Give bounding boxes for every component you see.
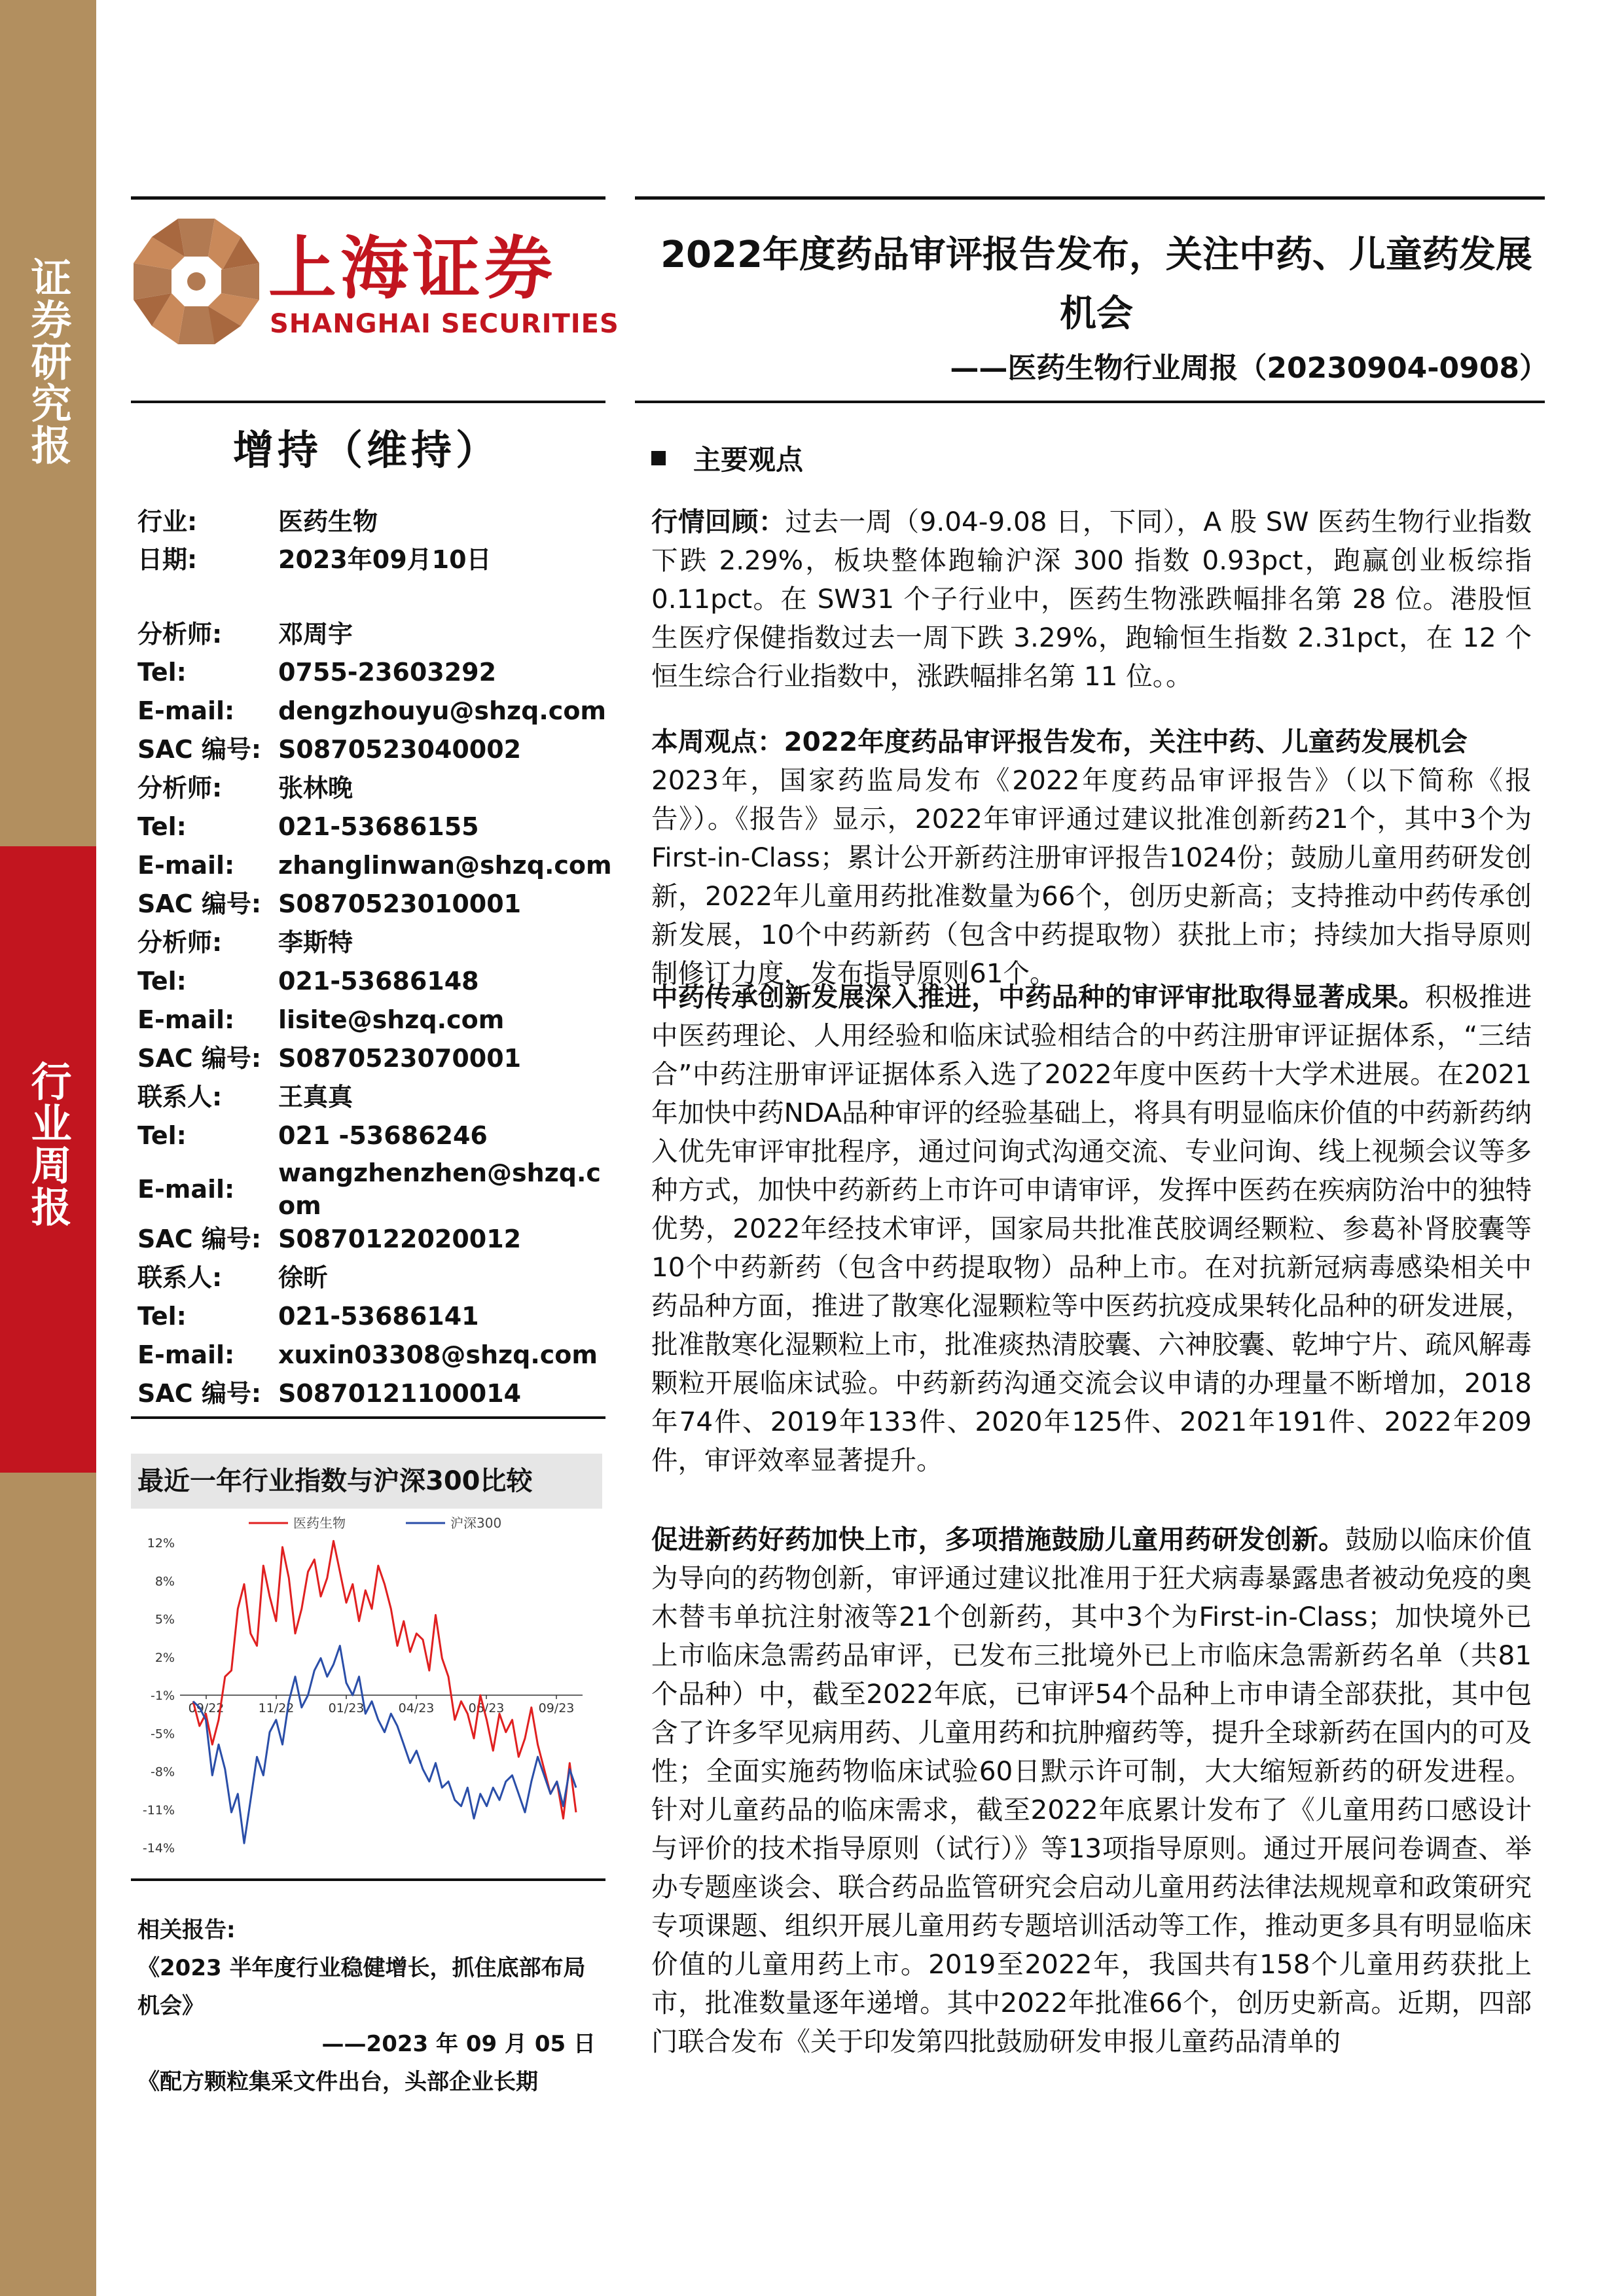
x-tick-label: 09/23 bbox=[538, 1701, 575, 1715]
contact-email-row bbox=[137, 692, 609, 730]
series-line bbox=[193, 1646, 576, 1844]
contact-sac-label: SAC 编号: bbox=[137, 735, 262, 764]
x-tick-label: 11/22 bbox=[258, 1701, 295, 1715]
industry-value: 医药生物 bbox=[278, 507, 378, 536]
industry-rating: 增持（维持） bbox=[232, 426, 500, 474]
contacts-bottom-rule bbox=[131, 1416, 605, 1419]
date-label: 日期: bbox=[137, 545, 198, 574]
contact-role-row bbox=[137, 1259, 609, 1297]
contact-tel-row bbox=[137, 1117, 609, 1155]
contact-tel-label: Tel: bbox=[137, 1302, 187, 1331]
contact-tel-row bbox=[137, 653, 609, 691]
index-comparison-chart bbox=[131, 1509, 602, 1875]
contact-email[interactable]: zhanglinwan@shzq.com bbox=[278, 851, 612, 880]
sidebar-report-type: 证券研究报 bbox=[24, 257, 72, 466]
section-title: 主要观点 bbox=[693, 444, 804, 476]
paragraph-lead: 行情回顾： bbox=[651, 506, 785, 537]
y-tick-label: 12% bbox=[147, 1536, 175, 1551]
contact-email[interactable]: lisite@shzq.com bbox=[278, 1005, 505, 1034]
contact-sac: S0870121100014 bbox=[278, 1379, 522, 1408]
contact-sac-label: SAC 编号: bbox=[137, 889, 262, 918]
contact-email[interactable]: xuxin03308@shzq.com bbox=[278, 1340, 598, 1369]
y-tick-label: -11% bbox=[142, 1803, 175, 1818]
contact-email-label: E-mail: bbox=[137, 1005, 235, 1034]
y-tick-label: -14% bbox=[142, 1841, 175, 1856]
contact-sac: S0870523010001 bbox=[278, 889, 522, 918]
logo-emblem-icon bbox=[131, 216, 262, 347]
y-tick-label: 8% bbox=[154, 1574, 175, 1589]
contact-tel-row bbox=[137, 1297, 609, 1335]
contact-sac-label: SAC 编号: bbox=[137, 1379, 262, 1408]
contact-email-label: E-mail: bbox=[137, 1340, 235, 1369]
date-row bbox=[137, 541, 609, 579]
related-report-title[interactable]: 《配方颗粒集采文件出台，头部企业长期 bbox=[137, 2069, 538, 2095]
contact-sac: S0870523070001 bbox=[278, 1044, 522, 1073]
contact-role: 联系人: bbox=[137, 1083, 223, 1111]
contact-role-row bbox=[137, 1078, 609, 1116]
sidebar-report-category: 行业周报 bbox=[24, 1060, 72, 1228]
contact-email-row bbox=[137, 1155, 609, 1223]
contact-tel: 021-53686141 bbox=[278, 1302, 479, 1331]
contact-tel-label: Tel: bbox=[137, 658, 187, 687]
contact-sac-row bbox=[137, 1374, 609, 1412]
top-right-rule bbox=[635, 196, 1545, 200]
contact-sac: S0870122020012 bbox=[278, 1225, 522, 1253]
report-title: 2022年度药品审评报告发布，关注中药、儿童药发展机会 bbox=[660, 234, 1532, 335]
contact-name: 王真真 bbox=[278, 1083, 353, 1111]
contact-sac-row bbox=[137, 885, 609, 923]
contact-role-row bbox=[137, 769, 609, 807]
x-tick-label: 09/22 bbox=[188, 1701, 225, 1715]
contact-sac-row bbox=[137, 1039, 609, 1077]
contact-role: 分析师: bbox=[137, 928, 223, 957]
title-bottom-rule bbox=[635, 401, 1545, 403]
paragraph-market-review bbox=[651, 503, 1532, 696]
contact-email-row bbox=[137, 846, 612, 884]
y-tick-label: -8% bbox=[151, 1765, 175, 1780]
paragraph-text: 2023年，国家药监局发布《2022年度药品审评报告》（以下简称《报告》）。《报告》显示，2022年审评通过建议批准创新药21个，其中3个为First-in-Class；累计公开新药注册审评报告1024份；鼓励儿童用药研发创新，2022年儿童用药批准数量为66个，创历史新高；支持推动中药传承创新发展，10个中药新药（包含中药提取物）获批上市；持续加大指导原则制修订力度，发布指导原则61个。 bbox=[651, 764, 1532, 989]
chart-bottom-rule bbox=[131, 1878, 605, 1881]
top-left-rule bbox=[131, 196, 605, 200]
company-logo bbox=[131, 216, 619, 347]
contact-name: 邓周宇 bbox=[278, 620, 353, 649]
contact-tel: 021 -53686246 bbox=[278, 1121, 488, 1150]
contact-email-row bbox=[137, 1336, 609, 1374]
contact-name: 张林晚 bbox=[278, 774, 353, 802]
contact-email-label: E-mail: bbox=[137, 696, 235, 725]
contact-tel-label: Tel: bbox=[137, 1121, 187, 1150]
paragraph-text: 积极推进中医药理论、人用经验和临床试验相结合的中药注册审评证据体系，“三结合”中药注册审评证据体系入选了2022年度中医药十大学术进展。在2021年加快中药NDA品种审评的经验基础上，将具有明显临床价值的中药新药纳入优先审评审批程序，通过问询式沟通交流、专业问询、线上视频会议等多种方式，加快中药新药上市许可申请审评，发挥中医药在疾病防治中的独特优势，2022年经技术审评，国家局共批准芪胶调经颗粒、参葛补肾胶囊等10个中药新药（包含中药提取物）品种上市。在对抗新冠病毒感染相关中药品种方面，推进了散寒化湿颗粒等中医药抗疫成果转化品种的研发进展，批准散寒化湿颗粒上市，批准痰热清胶囊、六神胶囊、乾坤宁片、疏风解毒颗粒开展临床试验。中药新药沟通交流会议申请的办理量不断增加，2018年74件、2019年133件、2020年125件、2021年191件、2022年209件，审评效率显著提升。 bbox=[651, 981, 1532, 1476]
related-report-title[interactable]: 《2023 半年度行业稳健增长，抓住底部布局机会》 bbox=[137, 1955, 586, 2019]
contact-sac-label: SAC 编号: bbox=[137, 1225, 262, 1253]
contact-tel: 021-53686148 bbox=[278, 967, 479, 996]
paragraph-pediatric bbox=[651, 1520, 1532, 2061]
industry-label: 行业: bbox=[137, 507, 198, 536]
paragraph-lead: 本周观点：2022年度药品审评报告发布，关注中药、儿童药发展机会 bbox=[651, 726, 1468, 757]
y-tick-label: 5% bbox=[154, 1612, 175, 1627]
contact-role: 分析师: bbox=[137, 774, 223, 802]
contact-tel: 0755-23603292 bbox=[278, 658, 497, 687]
related-reports-heading: 相关报告: bbox=[137, 1917, 236, 1943]
date-value: 2023年09月10日 bbox=[278, 545, 492, 574]
contact-role: 联系人: bbox=[137, 1263, 223, 1292]
contact-email-label: E-mail: bbox=[137, 851, 235, 880]
report-subtitle: ——医药生物行业周报（20230904-0908） bbox=[950, 351, 1548, 385]
paragraph-text: 鼓励以临床价值为导向的药物创新，审评通过建议批准用于狂犬病毒暴露患者被动免疫的奥木替韦单抗注射液等21个创新药，其中3个为First-in-Class；加快境外已上市临床急需药品审评，已发布三批境外已上市临床急需新药名单（共81个品种）中，截至2022年底，已审评54个品种上市申请全部获批，其中包含了许多罕见病用药、儿童用药和抗肿瘤药等，提升全球新药在国内的可及性；全面实施药物临床试验60日默示许可制，大大缩短新药的研发进程。针对儿童药品的临床需求，截至2022年底累计发布了《儿童用药口感设计与评价的技术指导原则（试行）》等13项指导原则。通过开展问卷调查、举办专题座谈会、联合药品监管研究会启动儿童用药法律法规规章和政策研究专项课题、组织开展儿童用药专题培训活动等工作，推动更多具有明显临床价值的儿童用药上市。2019至2022年，我国共有158个儿童用药获批上市，批准数量逐年递增。其中2022年批准66个，创历史新高。近期，四部门联合发布《关于印发第四批鼓励研发申报儿童药品清单的 bbox=[651, 1524, 1532, 2057]
contact-name: 徐昕 bbox=[278, 1263, 329, 1292]
contact-name: 李斯特 bbox=[278, 928, 353, 957]
contact-tel-label: Tel: bbox=[137, 812, 187, 841]
contact-role-row bbox=[137, 615, 609, 653]
logo-bottom-rule bbox=[131, 401, 605, 403]
industry-row bbox=[137, 503, 609, 541]
related-report-date: ——2023 年 09 月 05 日 bbox=[321, 2031, 596, 2057]
logo-english-name: SHANGHAI SECURITIES bbox=[270, 309, 619, 339]
x-tick-label: 04/23 bbox=[398, 1701, 435, 1715]
contact-sac-label: SAC 编号: bbox=[137, 1044, 262, 1073]
y-tick-label: 2% bbox=[154, 1650, 175, 1665]
square-bullet-icon bbox=[651, 451, 666, 465]
chart-title: 最近一年行业指数与沪深300比较 bbox=[131, 1454, 602, 1509]
paragraph-weekly-view bbox=[651, 723, 1532, 993]
contact-sac: S0870523040002 bbox=[278, 735, 522, 764]
section-heading bbox=[651, 437, 803, 483]
paragraph-text: 过去一周（9.04-9.08 日，下同），A 股 SW 医药生物行业指数下跌 2.29%，板块整体跑输沪深 300 指数 0.93pct，跑赢创业板综指 0.11pct。在 SW31 个子行业中，医药生物涨跌幅排名第 28 位。港股恒生医疗保健指数过去一周下跌 3.29%，跑输恒生指数 2.31pct，在 12 个恒生综合行业指数中，涨跌幅排名第 11 位。。 bbox=[651, 506, 1532, 692]
contact-tel: 021-53686155 bbox=[278, 812, 479, 841]
contact-email[interactable]: wangzhenzhen@shzq.com bbox=[278, 1158, 601, 1220]
contact-role-row bbox=[137, 924, 609, 961]
paragraph-lead: 中药传承创新发展深入推进，中药品种的审评审批取得显著成果。 bbox=[651, 981, 1426, 1013]
contact-tel-row bbox=[137, 962, 609, 1000]
contact-email[interactable]: dengzhouyu@shzq.com bbox=[278, 696, 607, 725]
legend-label: 医药生物 bbox=[293, 1515, 346, 1531]
x-tick-label: 06/23 bbox=[468, 1701, 505, 1715]
y-tick-label: -1% bbox=[151, 1689, 175, 1703]
contact-email-label: E-mail: bbox=[137, 1175, 235, 1204]
legend-label: 沪深300 bbox=[450, 1515, 502, 1531]
contact-tel-row bbox=[137, 808, 609, 846]
series-line bbox=[193, 1541, 576, 1818]
contact-sac-row bbox=[137, 730, 609, 768]
logo-chinese-name: 上海证券 bbox=[268, 228, 557, 308]
contact-role: 分析师: bbox=[137, 620, 223, 649]
paragraph-tcm bbox=[651, 978, 1532, 1480]
contact-tel-label: Tel: bbox=[137, 967, 187, 996]
y-tick-label: -5% bbox=[151, 1727, 175, 1742]
contact-sac-row bbox=[137, 1220, 609, 1258]
paragraph-lead: 促进新药好药加快上市，多项措施鼓励儿童用药研发创新。 bbox=[651, 1524, 1345, 1555]
x-tick-label: 01/23 bbox=[328, 1701, 365, 1715]
contact-email-row bbox=[137, 1001, 609, 1039]
